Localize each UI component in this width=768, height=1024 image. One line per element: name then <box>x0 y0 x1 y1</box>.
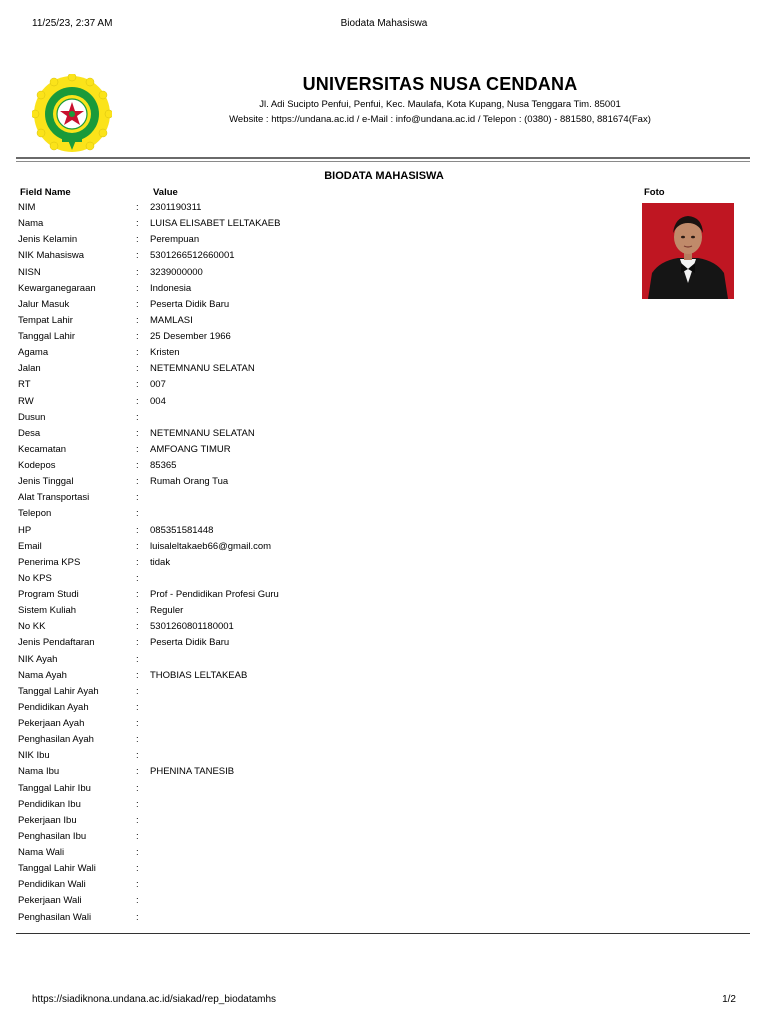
biodata-row <box>18 394 618 410</box>
field-separator: : <box>136 492 139 504</box>
field-separator: : <box>136 766 139 778</box>
field-label: Alat Transportasi <box>18 492 90 504</box>
field-value: MAMLASI <box>150 314 193 326</box>
biodata-row <box>18 232 618 248</box>
biodata-row <box>18 781 618 797</box>
field-separator: : <box>136 395 139 407</box>
biodata-row <box>18 635 618 651</box>
field-separator: : <box>136 605 139 617</box>
field-label: Nama Ayah <box>18 669 67 681</box>
footer-url: https://siadiknona.undana.ac.id/siakad/rep_biodatamhs <box>32 994 277 1005</box>
biodata-row <box>18 248 618 264</box>
field-label: Pendidikan Ayah <box>18 701 89 713</box>
field-label: Pendidikan Ibu <box>18 798 81 810</box>
field-value: Kristen <box>150 347 180 359</box>
section-title: BIODATA MAHASISWA <box>324 170 444 182</box>
field-separator: : <box>136 379 139 391</box>
field-separator: : <box>136 637 139 649</box>
field-separator: : <box>136 202 139 213</box>
field-label: Pekerjaan Ayah <box>18 718 85 729</box>
footer-page-number: 1/2 <box>722 994 736 1005</box>
university-logo-icon <box>32 74 112 154</box>
field-label: No KK <box>18 621 46 633</box>
field-value: 85365 <box>150 460 177 471</box>
biodata-row <box>18 732 618 748</box>
field-separator: : <box>136 782 139 794</box>
header-divider-thin <box>16 161 750 162</box>
field-label: Pekerjaan Ibu <box>18 814 77 826</box>
field-label: Penghasilan Wali <box>18 911 92 923</box>
field-separator: : <box>136 669 139 681</box>
field-value: 2301190311 <box>150 202 202 213</box>
field-value: NETEMNANU SELATAN <box>150 427 255 439</box>
field-value: 085351581448 <box>150 524 214 536</box>
field-label: Pekerjaan Wali <box>18 895 82 907</box>
university-contact: Website : https://undana.ac.id / e-Mail : info@undana.ac.id / Telepon : (0380) - 881580, 881674(Fax) <box>229 114 651 125</box>
field-separator: : <box>136 427 139 439</box>
column-header-photo: Foto <box>644 187 665 198</box>
field-label: Nama <box>18 218 44 230</box>
university-address: Jl. Adi Sucipto Penfui, Penfui, Kec. Maulafa, Kota Kupang, Nusa Tenggara Tim. 85001 <box>259 99 621 110</box>
field-label: Kodepos <box>18 460 56 471</box>
field-label: Desa <box>18 427 41 439</box>
field-separator: : <box>136 250 139 262</box>
field-label: HP <box>18 524 32 536</box>
biodata-row <box>18 877 618 893</box>
field-value: luisaleltakaeb66@gmail.com <box>150 540 272 552</box>
column-header-field-name: Field Name <box>20 187 71 198</box>
biodata-row <box>18 523 618 539</box>
field-separator: : <box>136 460 139 471</box>
field-separator: : <box>136 508 139 520</box>
field-separator: : <box>136 895 139 907</box>
biodata-row <box>18 490 618 506</box>
field-separator: : <box>136 879 139 891</box>
field-value: Rumah Orang Tua <box>150 476 229 488</box>
biodata-row <box>18 571 618 587</box>
field-separator: : <box>136 750 139 762</box>
print-header <box>32 18 736 32</box>
field-label: RT <box>18 379 31 391</box>
field-separator: : <box>136 734 139 746</box>
biodata-row <box>18 377 618 393</box>
biodata-row <box>18 668 618 684</box>
field-label: Sistem Kuliah <box>18 605 77 617</box>
field-value: 5301260801180001 <box>150 621 234 633</box>
biodata-row <box>18 345 618 361</box>
field-separator: : <box>136 443 139 455</box>
header-divider <box>16 157 750 159</box>
field-label: Jenis Kelamin <box>18 234 78 246</box>
print-page-title: Biodata Mahasiswa <box>340 18 428 29</box>
field-separator: : <box>136 718 139 729</box>
field-label: NIK Mahasiswa <box>18 250 84 262</box>
field-label: Pendidikan Wali <box>18 879 86 891</box>
university-name: UNIVERSITAS NUSA CENDANA <box>302 74 578 94</box>
field-value: Peserta Didik Baru <box>150 298 230 310</box>
field-separator: : <box>136 524 139 536</box>
biodata-row <box>18 652 618 668</box>
biodata-row <box>18 474 618 490</box>
field-value: Peserta Didik Baru <box>150 637 230 649</box>
field-label: Jalan <box>18 363 41 375</box>
biodata-row <box>18 684 618 700</box>
field-label: Penghasilan Ayah <box>18 734 94 746</box>
biodata-row <box>18 555 618 571</box>
biodata-row <box>18 587 618 603</box>
field-separator: : <box>136 540 139 552</box>
field-value: Prof - Pendidikan Profesi Guru <box>150 589 279 600</box>
field-label: Jenis Tinggal <box>18 476 74 488</box>
field-label: NIK Ibu <box>18 750 50 762</box>
field-label: NISN <box>18 266 41 278</box>
student-photo <box>642 203 734 299</box>
field-separator: : <box>136 218 139 230</box>
field-separator: : <box>136 282 139 294</box>
print-datetime: 11/25/23, 2:37 AM <box>32 18 113 29</box>
field-value: 3239000000 <box>150 266 203 278</box>
field-value: 5301266512660001 <box>150 250 235 262</box>
field-label: Telepon <box>18 508 52 520</box>
field-separator: : <box>136 685 139 697</box>
field-value: Reguler <box>150 605 184 617</box>
field-label: Email <box>18 540 42 552</box>
field-label: Tempat Lahir <box>18 314 73 326</box>
field-label: Tanggal Lahir Wali <box>18 863 96 875</box>
biodata-table <box>18 200 618 926</box>
field-value: 004 <box>150 395 166 407</box>
biodata-row <box>18 603 618 619</box>
field-separator: : <box>136 347 139 359</box>
field-separator: : <box>136 476 139 488</box>
field-label: Jenis Pendaftaran <box>18 637 95 649</box>
field-label: Dusun <box>18 411 46 423</box>
biodata-row <box>18 458 618 474</box>
field-label: Penghasilan Ibu <box>18 830 87 842</box>
print-footer <box>32 994 736 1008</box>
field-separator: : <box>136 621 139 633</box>
field-label: No KPS <box>18 572 52 584</box>
biodata-row <box>18 764 618 780</box>
field-label: NIM <box>18 202 36 213</box>
field-label: Nama Ibu <box>18 766 60 778</box>
field-separator: : <box>136 847 139 858</box>
biodata-row <box>18 265 618 281</box>
field-value: THOBIAS LELTAKEAB <box>150 669 248 681</box>
field-separator: : <box>136 701 139 713</box>
biodata-row <box>18 329 618 345</box>
field-value: Perempuan <box>150 234 200 246</box>
field-label: Kewarganegaraan <box>18 282 96 294</box>
biodata-row <box>18 813 618 829</box>
field-value: PHENINA TANESIB <box>150 766 235 778</box>
field-separator: : <box>136 363 139 375</box>
field-separator: : <box>136 556 139 568</box>
biodata-row <box>18 700 618 716</box>
field-value: tidak <box>150 556 171 568</box>
field-value: AMFOANG TIMUR <box>150 443 231 455</box>
biodata-row <box>18 910 618 926</box>
field-label: Kecamatan <box>18 443 67 455</box>
biodata-row <box>18 748 618 764</box>
field-value: 007 <box>150 379 166 391</box>
biodata-row <box>18 506 618 522</box>
biodata-row <box>18 539 618 555</box>
biodata-row <box>18 281 618 297</box>
field-separator: : <box>136 331 139 342</box>
biodata-row <box>18 716 618 732</box>
field-separator: : <box>136 798 139 810</box>
field-separator: : <box>136 814 139 826</box>
field-label: Nama Wali <box>18 847 65 858</box>
field-separator: : <box>136 298 139 310</box>
field-separator: : <box>136 266 139 278</box>
biodata-row <box>18 200 618 216</box>
field-separator: : <box>136 653 139 665</box>
field-value: Indonesia <box>150 282 192 294</box>
biodata-row <box>18 361 618 377</box>
field-separator: : <box>136 314 139 326</box>
field-label: Jalur Masuk <box>18 298 70 310</box>
field-label: Penerima KPS <box>18 556 81 568</box>
field-label: Tanggal Lahir Ayah <box>18 685 99 697</box>
biodata-row <box>18 861 618 877</box>
field-value: NETEMNANU SELATAN <box>150 363 255 375</box>
field-separator: : <box>136 572 139 584</box>
field-label: Tanggal Lahir Ibu <box>18 782 91 794</box>
field-separator: : <box>136 411 139 423</box>
field-separator: : <box>136 911 139 923</box>
biodata-row <box>18 893 618 909</box>
footer-divider <box>16 933 750 934</box>
biodata-row <box>18 313 618 329</box>
biodata-row <box>18 619 618 635</box>
field-label: Agama <box>18 347 49 359</box>
biodata-row <box>18 845 618 861</box>
field-separator: : <box>136 863 139 875</box>
biodata-row <box>18 442 618 458</box>
field-separator: : <box>136 234 139 246</box>
field-label: RW <box>18 395 34 407</box>
biodata-row <box>18 216 618 232</box>
field-value: 25 Desember 1966 <box>150 331 231 342</box>
field-label: Program Studi <box>18 589 79 600</box>
field-separator: : <box>136 589 139 600</box>
field-separator: : <box>136 830 139 842</box>
column-header-value: Value <box>153 187 178 198</box>
biodata-row <box>18 829 618 845</box>
field-label: Tanggal Lahir <box>18 331 76 342</box>
biodata-row <box>18 426 618 442</box>
biodata-row <box>18 297 618 313</box>
field-value: LUISA ELISABET LELTAKAEB <box>150 218 281 230</box>
biodata-row <box>18 410 618 426</box>
field-label: NIK Ayah <box>18 653 58 665</box>
biodata-row <box>18 797 618 813</box>
